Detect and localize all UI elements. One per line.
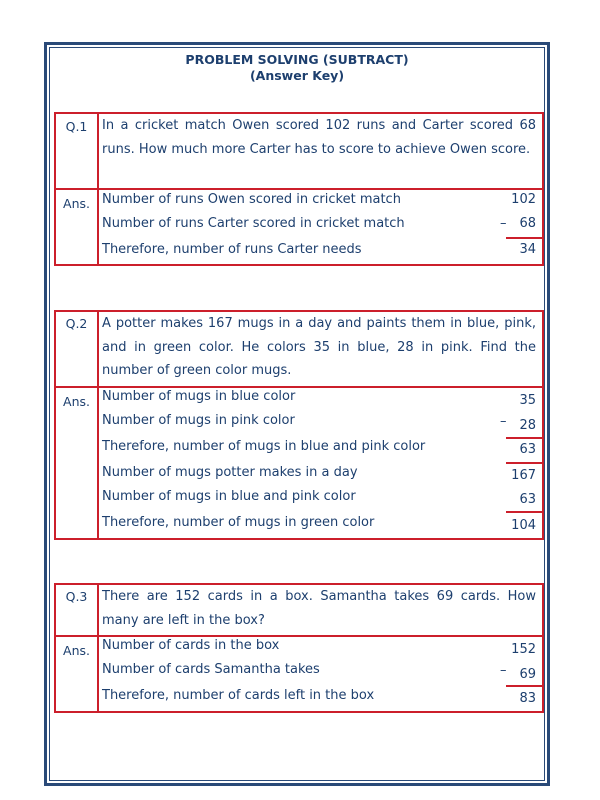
question-answer-divider bbox=[56, 188, 542, 190]
row-value: 35 bbox=[519, 393, 536, 408]
row-value: 68 bbox=[519, 216, 536, 231]
question-text: A potter makes 167 mugs in a day and paints them in blue, pink, and in green color. He colors 35 in blue, 28 in pink. Find the number of green color mugs. bbox=[102, 316, 536, 378]
row-label: Therefore, number of cards left in the box bbox=[102, 688, 375, 703]
row-label: Number of cards in the box bbox=[102, 638, 280, 653]
answer-label: Ans. bbox=[63, 394, 90, 409]
question-answer-divider bbox=[56, 386, 542, 388]
row-label: Number of mugs in pink color bbox=[102, 413, 295, 428]
answer-row bbox=[102, 439, 542, 461]
row-value: 69 bbox=[519, 667, 536, 682]
row-label: Therefore, number of mugs in green color bbox=[102, 515, 375, 530]
answer-label: Ans. bbox=[63, 643, 90, 658]
row-value: 104 bbox=[511, 518, 536, 533]
row-value: 28 bbox=[519, 418, 536, 433]
page-subtitle: (Answer Key) bbox=[249, 68, 345, 83]
row-value: 34 bbox=[519, 242, 536, 257]
row-label: Number of runs Carter scored in cricket match bbox=[102, 216, 405, 231]
result-underline bbox=[506, 462, 542, 464]
answer-row bbox=[102, 515, 542, 537]
page-title: PROBLEM SOLVING (SUBTRACT) bbox=[185, 52, 409, 67]
answer-row bbox=[102, 662, 542, 684]
answer-row bbox=[102, 489, 542, 511]
question-text: In a cricket match Owen scored 102 runs and Carter scored 68 runs. How much more Carter has to score to achieve Owen score. bbox=[102, 118, 536, 157]
answer-row bbox=[102, 242, 542, 264]
question-1-box bbox=[54, 112, 544, 266]
answer-label: Ans. bbox=[63, 196, 90, 211]
minus-sign: – bbox=[500, 216, 507, 231]
answer-row bbox=[102, 638, 542, 660]
subtraction-underline bbox=[506, 511, 542, 513]
row-label: Therefore, number of runs Carter needs bbox=[102, 242, 362, 257]
subtraction-underline bbox=[506, 685, 542, 687]
row-label: Number of mugs in blue color bbox=[102, 389, 296, 404]
row-value: 63 bbox=[519, 492, 536, 507]
question-3-box bbox=[54, 583, 544, 713]
row-label: Number of mugs in blue and pink color bbox=[102, 489, 356, 504]
question-2-box bbox=[54, 310, 544, 540]
row-label: Number of cards Samantha takes bbox=[102, 662, 320, 677]
row-value: 167 bbox=[511, 468, 536, 483]
answer-row bbox=[102, 389, 542, 411]
answer-row bbox=[102, 465, 542, 487]
answer-row bbox=[102, 413, 542, 435]
question-text: There are 152 cards in a box. Samantha takes 69 cards. How many are left in the box? bbox=[102, 589, 536, 628]
question-label: Q.3 bbox=[65, 589, 88, 604]
question-label: Q.2 bbox=[65, 316, 88, 331]
row-value: 63 bbox=[519, 442, 536, 457]
column-divider bbox=[97, 312, 99, 538]
question-answer-divider bbox=[56, 635, 542, 637]
row-value: 83 bbox=[519, 691, 536, 706]
answer-row bbox=[102, 688, 542, 710]
row-label: Therefore, number of mugs in blue and pink color bbox=[102, 439, 426, 454]
question-label: Q.1 bbox=[65, 119, 88, 134]
minus-sign: – bbox=[500, 414, 507, 429]
answer-row bbox=[102, 216, 542, 238]
column-divider bbox=[97, 585, 99, 711]
row-value: 152 bbox=[511, 642, 536, 657]
answer-row bbox=[102, 192, 542, 214]
subtraction-underline bbox=[506, 237, 542, 239]
minus-sign: – bbox=[500, 663, 507, 678]
row-value: 102 bbox=[511, 192, 536, 207]
row-label: Number of runs Owen scored in cricket match bbox=[102, 192, 401, 207]
row-label: Number of mugs potter makes in a day bbox=[102, 465, 358, 480]
